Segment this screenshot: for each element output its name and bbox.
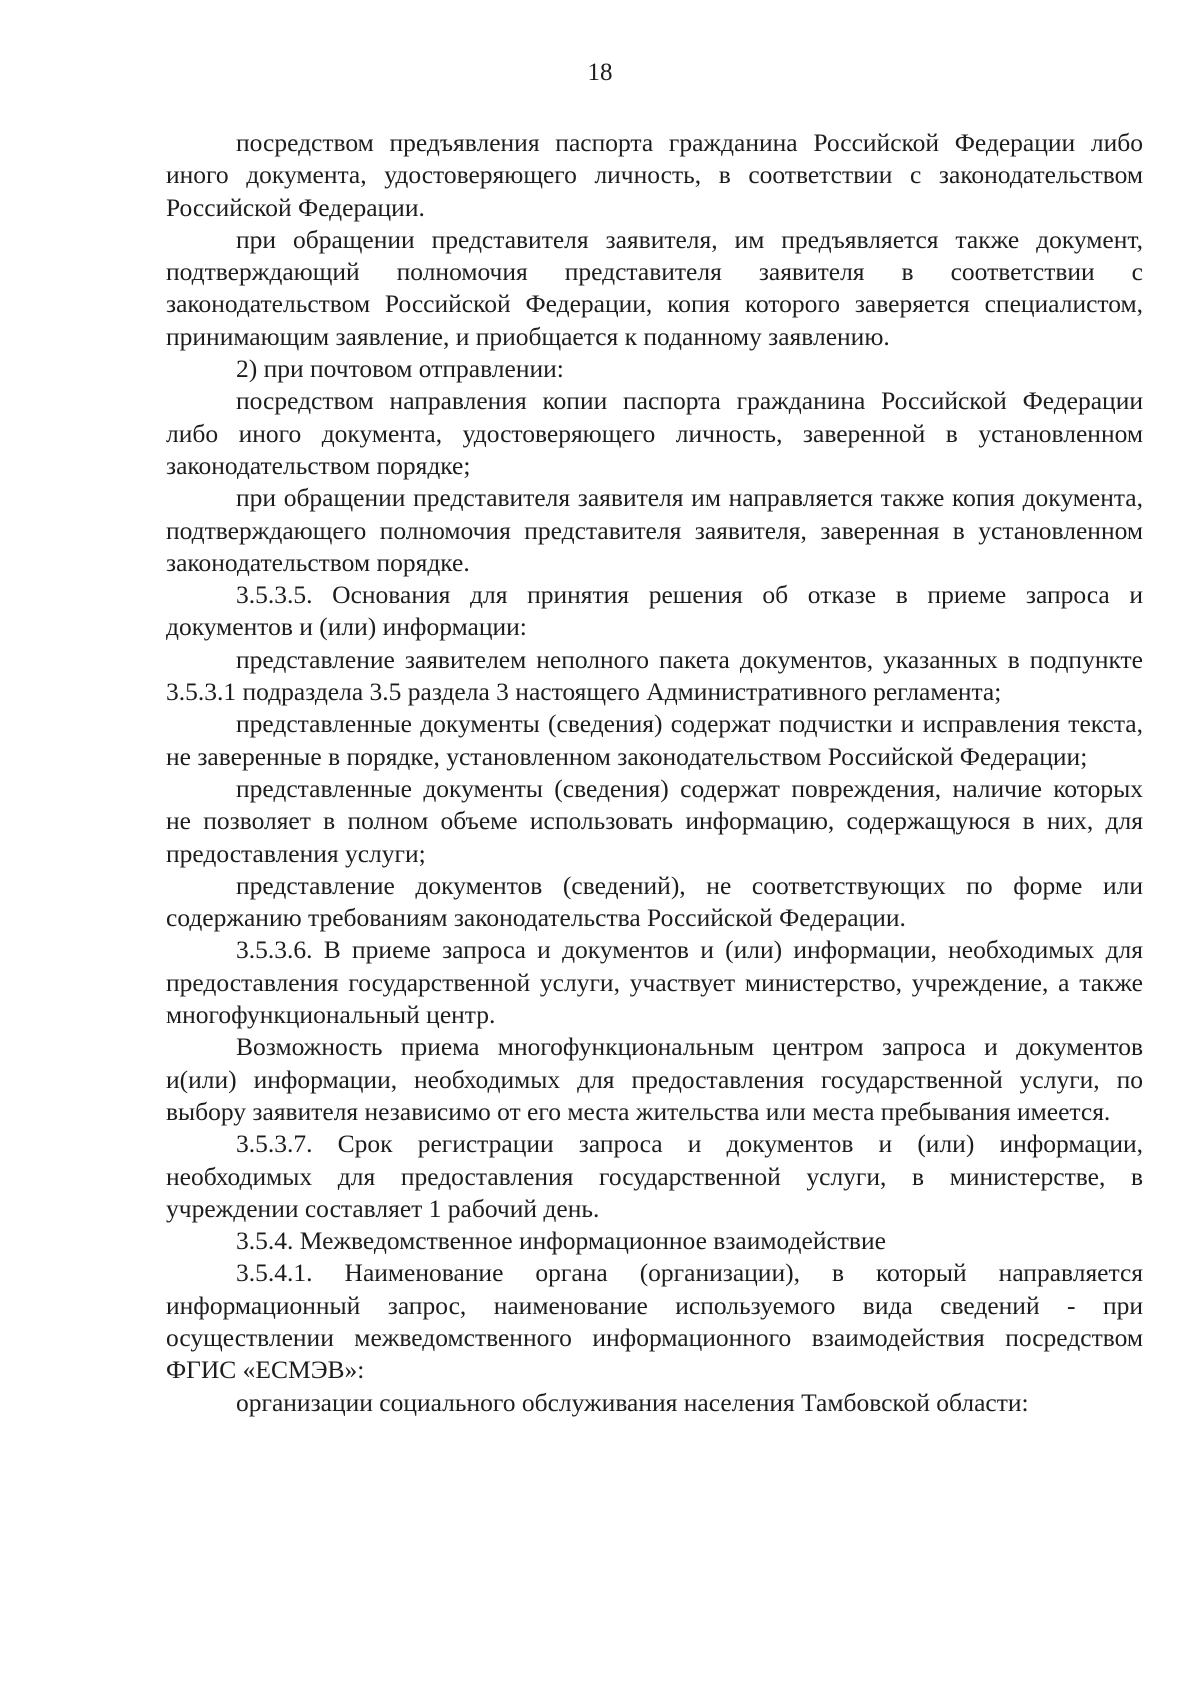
paragraph-participants: 3.5.3.6. В приеме запроса и документов и (или) информации, необходимых для предоставления государственной услуги, участвует министерство, учреждение, а также многофункциональный центр. xyxy=(166,935,1143,1030)
paragraph-incomplete-package: представление заявителем неполного пакета документов, указанных в подпункте 3.5.3.1 подраздела 3.5 раздела 3 настоящего Административного регламента; xyxy=(166,644,1143,707)
paragraph-request-body: 3.5.4.1. Наименование органа (организации), в который направляется информационный запрос, наименование используемого вида сведений - при осуществлении межведомственного информационного взаимодействия посредством ФГИС «ЕСМЭВ»: xyxy=(166,1258,1143,1385)
section-heading-interagency: 3.5.4. Межведомственное информационное взаимодействие xyxy=(236,1226,886,1256)
paragraph-representative-copy: при обращении представителя заявителя им направляется также копия документа, подтверждающего полномочия представителя заявителя, заверенная в установленном законодательством порядке. xyxy=(166,483,1143,577)
page-number: 18 xyxy=(587,59,613,86)
paragraph-nonconforming-documents: представление документов (сведений), не соответствующих по форме или содержанию требованиям законодательства Российской Федерации. xyxy=(166,870,1143,933)
paragraph-mfc-possibility: Возможность приема многофункциональным центром запроса и документов и(или) информации, необходимых для предоставления государственной услуги, по выбору заявителя независимо от его места жительства или места пребывания имеется. xyxy=(166,1032,1143,1126)
paragraph-social-organizations: организации социального обслуживания населения Тамбовской области: xyxy=(236,1387,1029,1417)
paragraph-representative-document: при обращении представителя заявителя, им предъявляется также документ, подтверждающий полномочия представителя заявителя в соответствии с законодательством Российской Федерации, копия которого заверяется специалистом, принимающим заявление, и приобщается к поданному заявлению. xyxy=(166,224,1143,351)
paragraph-postal-heading: 2) при почтовом отправлении: xyxy=(236,354,564,384)
paragraph-registration-term: 3.5.3.7. Срок регистрации запроса и документов и (или) информации, необходимых для предоставления государственной услуги, в министерстве, в учреждении составляет 1 рабочий день. xyxy=(166,1129,1143,1223)
paragraph-refusal-grounds: 3.5.3.5. Основания для принятия решения об отказе в приеме запроса и документов и (или) информации: xyxy=(166,580,1143,642)
paragraph-passport-presentation: посредством предъявления паспорта гражданина Российской Федерации либо иного документа, удостоверяющего личность, в соответствии с законодательством Российской Федерации. xyxy=(166,128,1143,222)
document-body xyxy=(166,127,1143,1419)
paragraph-passport-copy: посредством направления копии паспорта гражданина Российской Федерации либо иного документа, удостоверяющего личность, заверенной в установленном законодательством порядке; xyxy=(166,386,1143,480)
paragraph-damage: представленные документы (сведения) содержат повреждения, наличие которых не позволяет в полном объеме использовать информацию, содержащуюся в них, для предоставления услуги; xyxy=(166,773,1143,868)
paragraph-corrections: представленные документы (сведения) содержат подчистки и исправления текста, не заверенные в порядке, установленном законодательством Российской Федерации; xyxy=(166,709,1143,771)
